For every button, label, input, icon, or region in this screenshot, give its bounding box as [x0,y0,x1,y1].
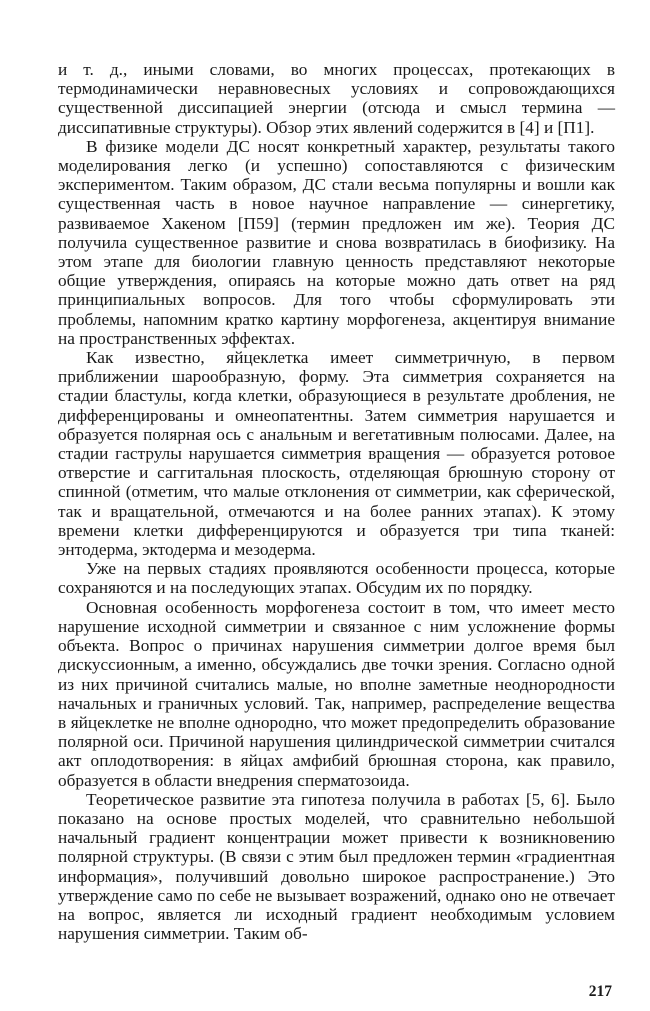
paragraph-4: Уже на первых стадиях проявляются особенности процесса, которые сохраняются и на последующих этапах. Обсудим их по порядку. [58,559,615,598]
body-text [58,60,615,943]
paragraph-5: Основная особенность морфогенеза состоит в том, что имеет место нарушение исходной симметрии и связанное с ним усложнение формы объекта. Вопрос о причинах нарушения симметрии долгое время был дискуссионным, а именно, обсуждались две точки зрения. Согласно одной из них причиной считались малые, но вполне заметные неоднородности начальных и граничных условий. Так, например, распределение вещества в яйцеклетке не вполне однородно, что может предопределить образование полярной оси. Причиной нарушения цилиндрической симметрии считался акт оплодотворения: в яйцах амфибий брюшная сторона, как правило, образуется в области внедрения сперматозоида. [58,597,615,790]
paragraph-6: Теоретическое развитие эта гипотеза получила в работах [5, 6]. Было показано на основе простых моделей, что сравнительно небольшой начальный градиент концентрации может привести к возникновению полярной структуры. (В связи с этим был предложен термин «градиентная информация», получивший довольно широкое распространение.) Это утверждение само по себе не вызывает возражений, однако оно не отвечает на вопрос, является ли исходный градиент необходимым условием нарушения симметрии. Таким об- [58,789,615,944]
paragraph-2: В физике модели ДС носят конкретный характер, результаты такого моделирования легко (и успешно) сопоставляются с физическим экспериментом. Таким образом, ДС стали весьма популярны и вошли как существенная часть в новое научное направление — синергетику, развиваемое Хакеном [П59] (термин предложен им же). Теория ДС получила существенное развитие и снова возвратилась в биофизику. На этом этапе для биологии главную ценность представляют некоторые общие утверждения, опираясь на которые можно дать ответ на ряд принципиальных вопросов. Для того чтобы сформулировать эти проблемы, напомним кратко картину морфогенеза, акцентируя внимание на пространственных эффектах. [58,136,615,348]
paragraph-1: и т. д., иными словами, во многих процессах, протекающих в термодинамически неравновесных условиях и сопровождающихся существенной диссипацией энергии (отсюда и смысл термина — диссипативные структуры). Обзор этих явлений содержится в [4] и [П1]. [58,60,615,137]
page-number: 217 [588,983,612,1000]
paragraph-3: Как известно, яйцеклетка имеет симметричную, в первом приближении шарообразную, форму. Эта симметрия сохраняется на стадии бластулы, когда клетки, образующиеся в результате дробления, не дифференцированы и омнеопатентны. Затем симметрия нарушается и образуется полярная ось с анальным и вегетативным полюсами. Далее, на стадии гаструлы нарушается симметрия вращения — образуется ротовое отверстие и саггитальная плоскость, отделяющая брюшную сторону от спинной (отметим, что малые отклонения от симметрии, как сферической, так и вращательной, отмечаются и на более ранних этапах). К этому времени клетки дифференцируются и образуется три типа тканей: энтодерма, эктодерма и мезодерма. [58,348,615,560]
